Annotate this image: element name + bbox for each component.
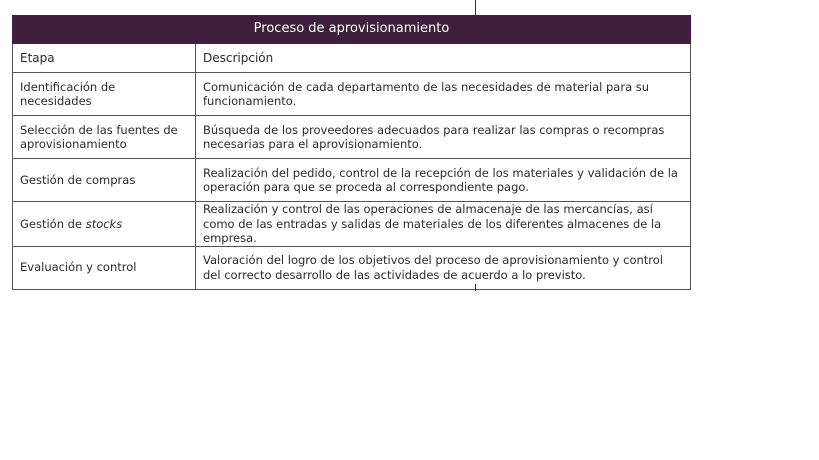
column-header-stage: Etapa bbox=[13, 44, 196, 73]
table-title: Proceso de aprovisionamiento bbox=[13, 16, 691, 44]
description-cell: Realización y control de las operaciones de almacenaje de las mercancías, así como de las entradas y salidas de materiales de los diferentes almacenes de la empresa. bbox=[196, 202, 691, 247]
table-row bbox=[13, 73, 691, 116]
description-cell: Realización del pedido, control de la recepción de los materiales y validación de la operación para que se proceda al correspondiente pago. bbox=[196, 159, 691, 202]
stage-cell: Selección de las fuentes de aprovisionamiento bbox=[13, 116, 196, 159]
table-row bbox=[13, 116, 691, 159]
divider-line-top bbox=[475, 0, 476, 15]
procurement-process-table bbox=[12, 15, 691, 290]
table-row bbox=[13, 202, 691, 247]
description-cell: Búsqueda de los proveedores adecuados para realizar las compras o recompras necesarias para el aprovisionamiento. bbox=[196, 116, 691, 159]
divider-line-bottom bbox=[475, 284, 476, 291]
description-cell: Valoración del logro de los objetivos del proceso de aprovisionamiento y control del correcto desarrollo de las actividades de acuerdo a lo previsto. bbox=[196, 246, 691, 289]
table-row bbox=[13, 159, 691, 202]
stage-cell: Evaluación y control bbox=[13, 246, 196, 289]
table-row bbox=[13, 246, 691, 289]
stage-cell bbox=[13, 202, 196, 247]
stage-emphasis: stocks bbox=[85, 216, 123, 231]
stage-cell: Identificación de necesidades bbox=[13, 73, 196, 116]
column-header-description: Descripción bbox=[196, 44, 691, 73]
description-cell: Comunicación de cada departamento de las necesidades de material para su funcionamiento. bbox=[196, 73, 691, 116]
stage-prefix: Gestión de bbox=[20, 216, 86, 231]
stage-cell: Gestión de compras bbox=[13, 159, 196, 202]
